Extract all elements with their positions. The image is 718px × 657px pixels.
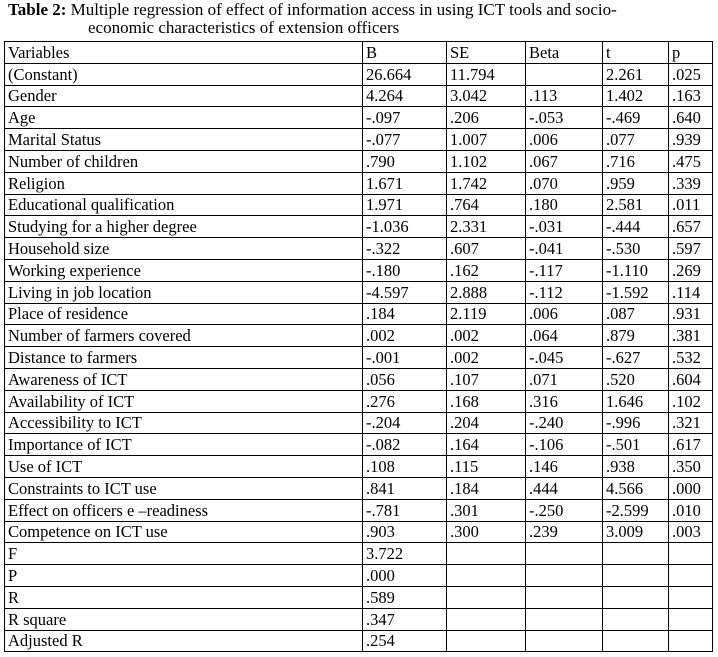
cell-b: -.001 [363,347,447,369]
cell-t: .716 [603,150,669,172]
cell-t: .520 [603,368,669,390]
cell-b: 26.664 [363,63,447,85]
cell-beta: .006 [526,129,603,151]
cell-beta: -.112 [526,281,603,303]
cell-variable: Importance of ICT [5,434,363,456]
cell-beta [526,543,603,565]
cell-b: .790 [363,150,447,172]
cell-variable: Age [5,107,363,129]
cell-se: 2.119 [447,303,526,325]
cell-variable: (Constant) [5,63,363,85]
cell-b: .903 [363,521,447,543]
cell-beta: .067 [526,150,603,172]
table-row [5,303,713,325]
cell-p [669,543,713,565]
cell-b: 1.671 [363,172,447,194]
cell-p: .475 [669,150,713,172]
cell-p: .657 [669,216,713,238]
cell-se: .002 [447,325,526,347]
cell-b: .276 [363,390,447,412]
cell-t: .087 [603,303,669,325]
cell-variable: Distance to farmers [5,347,363,369]
cell-variable: Use of ICT [5,456,363,478]
cell-se: .301 [447,499,526,521]
cell-p: .010 [669,499,713,521]
cell-beta: .444 [526,477,603,499]
table-row [5,499,713,521]
cell-beta: .180 [526,194,603,216]
cell-se: .204 [447,412,526,434]
cell-b: .056 [363,368,447,390]
cell-variable: Adjusted R [5,630,363,652]
cell-t: .959 [603,172,669,194]
cell-t: 2.261 [603,63,669,85]
cell-p: .011 [669,194,713,216]
cell-variable: Awareness of ICT [5,368,363,390]
cell-beta: .006 [526,303,603,325]
header-se: SE [447,42,526,64]
table-row [5,543,713,565]
caption-line-1: Multiple regression of effect of information access in using ICT tools and socio- [66,0,617,19]
cell-t: -.627 [603,347,669,369]
cell-b: .108 [363,456,447,478]
table-row [5,216,713,238]
cell-p: .102 [669,390,713,412]
cell-p: .381 [669,325,713,347]
table-row [5,281,713,303]
cell-beta: -.053 [526,107,603,129]
cell-b: .000 [363,565,447,587]
cell-beta [526,63,603,85]
cell-b: -4.597 [363,281,447,303]
table-row [5,259,713,281]
cell-p: .640 [669,107,713,129]
cell-se: 11.794 [447,63,526,85]
cell-se: .184 [447,477,526,499]
cell-t: -2.599 [603,499,669,521]
cell-p: .003 [669,521,713,543]
cell-b: 1.971 [363,194,447,216]
cell-se [447,565,526,587]
cell-variable: Marital Status [5,129,363,151]
cell-p [669,586,713,608]
cell-se: .764 [447,194,526,216]
table-row [5,325,713,347]
cell-beta: .239 [526,521,603,543]
cell-t [603,543,669,565]
table-row [5,129,713,151]
cell-variable: Gender [5,85,363,107]
cell-variable: Religion [5,172,363,194]
cell-variable: Studying for a higher degree [5,216,363,238]
cell-p: .114 [669,281,713,303]
cell-t: -.444 [603,216,669,238]
cell-variable: Competence on ICT use [5,521,363,543]
cell-variable: F [5,543,363,565]
cell-b: -.180 [363,259,447,281]
cell-p: .269 [669,259,713,281]
cell-beta: -.117 [526,259,603,281]
cell-beta: .070 [526,172,603,194]
cell-b: -.781 [363,499,447,521]
cell-t: -.530 [603,238,669,260]
cell-se: .607 [447,238,526,260]
table-row [5,63,713,85]
cell-se [447,543,526,565]
cell-variable: Effect on officers e –readiness [5,499,363,521]
table-row [5,521,713,543]
table-row [5,586,713,608]
cell-beta [526,565,603,587]
cell-p: .604 [669,368,713,390]
cell-t [603,630,669,652]
cell-se: 1.102 [447,150,526,172]
cell-p: .025 [669,63,713,85]
table-row [5,630,713,652]
cell-p [669,630,713,652]
header-b: B [363,42,447,64]
cell-variable: Educational qualification [5,194,363,216]
cell-se: .164 [447,434,526,456]
cell-b: .254 [363,630,447,652]
cell-beta [526,630,603,652]
cell-beta: -.041 [526,238,603,260]
cell-p: .350 [669,456,713,478]
cell-p [669,565,713,587]
cell-p: .339 [669,172,713,194]
cell-variable: R square [5,608,363,630]
cell-beta: .316 [526,390,603,412]
header-t: t [603,42,669,64]
cell-variable: Accessibility to ICT [5,412,363,434]
header-p: p [669,42,713,64]
table-caption [8,1,714,37]
table-row [5,172,713,194]
caption-line-2: economic characteristics of extension officers [88,18,400,37]
table-label: Table 2: [8,0,67,19]
cell-b: -.097 [363,107,447,129]
cell-b: 4.264 [363,85,447,107]
cell-b: .589 [363,586,447,608]
cell-variable: Constraints to ICT use [5,477,363,499]
header-variable: Variables [5,42,363,64]
cell-p [669,608,713,630]
table-row [5,107,713,129]
cell-variable: Number of children [5,150,363,172]
cell-beta: -.031 [526,216,603,238]
table-row [5,434,713,456]
cell-t: -.469 [603,107,669,129]
cell-b: -.082 [363,434,447,456]
table-row [5,150,713,172]
cell-b: -1.036 [363,216,447,238]
cell-se: .115 [447,456,526,478]
cell-se: 1.007 [447,129,526,151]
cell-beta [526,608,603,630]
cell-b: 3.722 [363,543,447,565]
cell-se [447,630,526,652]
cell-b: .841 [363,477,447,499]
table-row [5,390,713,412]
cell-p: .939 [669,129,713,151]
cell-p: .617 [669,434,713,456]
table-row [5,368,713,390]
table-row [5,412,713,434]
cell-variable: Availability of ICT [5,390,363,412]
cell-se: .002 [447,347,526,369]
cell-variable: Working experience [5,259,363,281]
table-row [5,194,713,216]
cell-beta: .071 [526,368,603,390]
cell-se: .162 [447,259,526,281]
cell-b: .184 [363,303,447,325]
cell-variable: R [5,586,363,608]
cell-se: 2.331 [447,216,526,238]
cell-beta: .146 [526,456,603,478]
regression-table [4,41,713,652]
table-row [5,456,713,478]
header-row [5,42,713,64]
cell-se: .107 [447,368,526,390]
cell-b: -.204 [363,412,447,434]
cell-p: .931 [669,303,713,325]
cell-t: 1.402 [603,85,669,107]
cell-variable: Place of residence [5,303,363,325]
cell-t [603,608,669,630]
cell-variable: P [5,565,363,587]
cell-beta: .113 [526,85,603,107]
table-row [5,608,713,630]
cell-t: 3.009 [603,521,669,543]
cell-t: 4.566 [603,477,669,499]
table-row [5,565,713,587]
cell-t: .938 [603,456,669,478]
cell-t: -1.110 [603,259,669,281]
cell-se: 2.888 [447,281,526,303]
cell-p: .000 [669,477,713,499]
cell-se [447,586,526,608]
cell-se [447,608,526,630]
cell-t: -.996 [603,412,669,434]
cell-p: .321 [669,412,713,434]
cell-se: 1.742 [447,172,526,194]
table-row [5,238,713,260]
cell-beta [526,586,603,608]
cell-variable: Number of farmers covered [5,325,363,347]
cell-t: .077 [603,129,669,151]
cell-variable: Living in job location [5,281,363,303]
table-row [5,347,713,369]
cell-beta: -.240 [526,412,603,434]
header-beta: Beta [526,42,603,64]
cell-b: .347 [363,608,447,630]
cell-t [603,565,669,587]
cell-beta: .064 [526,325,603,347]
cell-t: .879 [603,325,669,347]
cell-b: .002 [363,325,447,347]
cell-t: 2.581 [603,194,669,216]
cell-t: -.501 [603,434,669,456]
table-row [5,85,713,107]
cell-se: .168 [447,390,526,412]
table-row [5,477,713,499]
cell-beta: -.250 [526,499,603,521]
cell-variable: Household size [5,238,363,260]
cell-b: -.077 [363,129,447,151]
cell-se: .300 [447,521,526,543]
cell-t: -1.592 [603,281,669,303]
cell-p: .532 [669,347,713,369]
cell-se: 3.042 [447,85,526,107]
cell-p: .163 [669,85,713,107]
cell-t [603,586,669,608]
cell-t: 1.646 [603,390,669,412]
cell-b: -.322 [363,238,447,260]
cell-se: .206 [447,107,526,129]
cell-p: .597 [669,238,713,260]
cell-beta: -.045 [526,347,603,369]
cell-beta: -.106 [526,434,603,456]
